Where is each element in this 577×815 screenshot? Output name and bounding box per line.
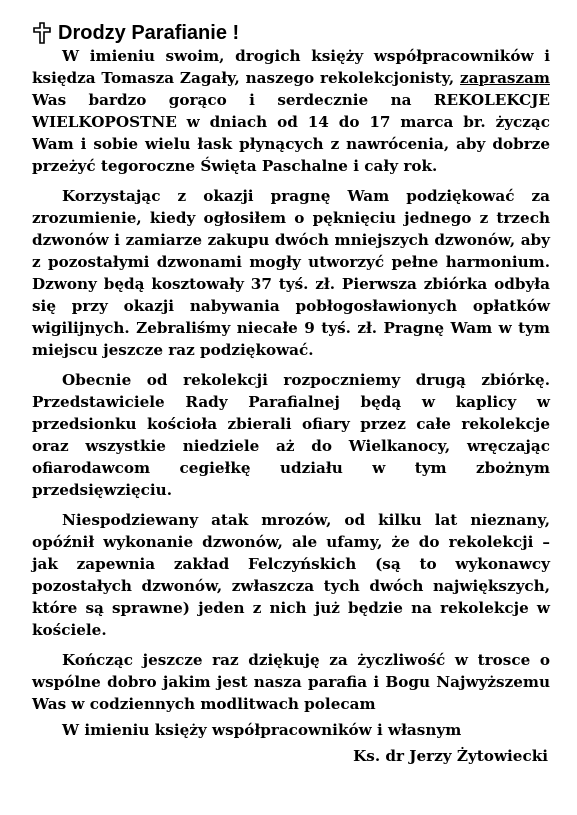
latin-cross-icon [32,22,52,44]
paragraph-thanks: Korzystając z okazji pragnę Wam podziękować za zrozumienie, kiedy ogłosiłem o pęknięciu jednego z trzech dzwonów i zamiarze zakupu dwóch mniejszych dzwonów, aby z pozostałymi dzwonami mogły utworzyć pełne harmonium. Dzwony będą kosztowały 37 tyś. zł. Pierwsza zbiórka odbyła się przy okazji nabywania pobłogosławionych opłatków wigilijnych. Zebraliśmy niecałe 9 tyś. zł. Pragnę Wam w tym miejscu jeszcze raz podziękować. [32,187,550,359]
paragraph-collection: Obecnie od rekolekcji rozpoczniemy drugą zbiórkę. Przedstawiciele Rady Parafialnej będą w kaplicy w przedsionku kościoła zbierali ofiary przez całe rekolekcje oraz wszystkie niedziele aż do Wielkanocy, wręczając ofiarodawcom cegiełkę udziału w tym zbożnym przedsięwzięciu. [32,371,550,499]
paragraph-text: Was bardzo gorąco i serdecznie na REKOLEKCJE WIELKOPOSTNE w dniach od 14 do 17 marca br. życząc Wam i sobie wielu łask płynących z nawrócenia, aby dobrze przeżyć tegoroczne Święta Paschalne i cały rok. [32,91,550,175]
underlined-word: zapraszam [459,69,550,87]
closing-line: W imieniu księży współpracowników i własnym [62,721,462,739]
letter-header [32,20,239,46]
paragraph-closing-thanks: Kończąc jeszcze raz dziękuję za życzliwość w trosce o wspólne dobro jakim jest nasza parafia i Bogu Najwyższemu Was w codziennych modlitwach polecam [32,651,550,713]
paragraph-frost-delay: Niespodziewany atak mrozów, od kilku lat nieznany, opóźnił wykonanie dzwonów, ale ufamy, że do rekolekcji – jak zapewnia zakład Felczyńskich (są to wykonawcy pozostałych dzwonów, zwłaszcza tych dwóch największych, które są sprawne) jeden z nich już będzie na rekolekcje w kościele. [32,511,550,639]
paragraph-text: W imieniu swoim, drogich księży współpracowników i księdza Tomasza Zagały, naszego rekolekcjonisty, [32,47,550,87]
signature: Ks. dr Jerzy Żytowiecki [353,747,548,765]
letter-body [32,45,550,767]
letter-title: Drodzy Parafianie ! [58,21,240,44]
paragraph-invitation [32,45,550,177]
